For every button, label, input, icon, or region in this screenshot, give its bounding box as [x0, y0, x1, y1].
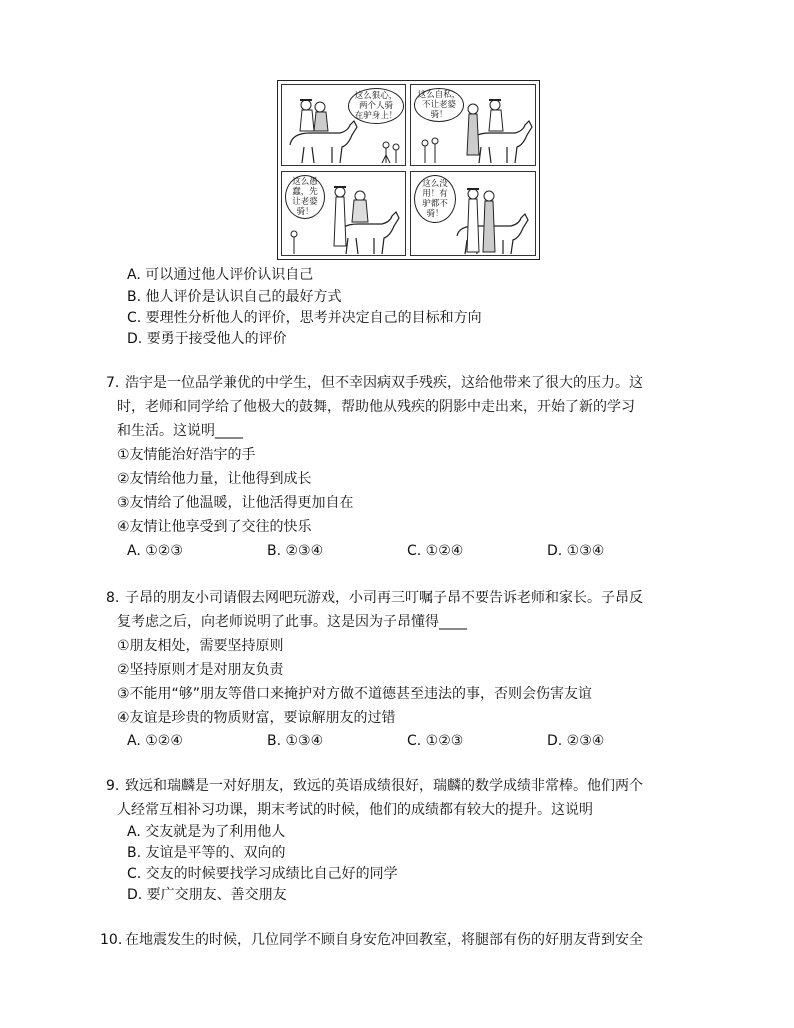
q7-item-2: ②友情给他力量，让他得到成长 — [117, 471, 312, 487]
q9-option-c: C. 交友的时候要找学习成绩比自己好的同学 — [127, 866, 398, 882]
q8-stem-line-2: 复考虑之后，向老师说明了此事。这是因为子昂懂得____ — [117, 614, 467, 630]
q8-item-1: ①朋友相处，需要坚持原则 — [117, 638, 284, 654]
speech-bubble-1: 这么狠心， 两个人骑 在驴身上！ — [348, 88, 404, 124]
q8-option-b: B. ①③④ — [267, 733, 324, 749]
comic-figure — [277, 80, 540, 260]
comic-panel-1 — [281, 84, 406, 166]
q8-option-a: A. ①②④ — [127, 733, 183, 749]
q7-item-3: ③友情给了他温暖，让他活得更加自在 — [117, 495, 354, 511]
q7-item-4: ④友情让他享受到了交往的快乐 — [117, 519, 312, 535]
q7-stem-line-2: 时，老师和同学给了他极大的鼓舞，帮助他从残疾的阴影中走出来，开始了新的学习 — [117, 399, 635, 415]
q9-option-a: A. 交友就是为了利用他人 — [127, 824, 286, 840]
q8-stem-line-1: 子昂的朋友小司请假去网吧玩游戏，小司再三叮嘱子昂不要告诉老师和家长。子昂反 — [125, 590, 643, 606]
q7-option-a: A. ①②③ — [127, 543, 183, 559]
comic-panel-4 — [410, 171, 536, 256]
speech-bubble-2: 这么自私， 不让老婆 骑！ — [414, 88, 464, 122]
q9-stem-line-2: 人经常互相补习功课，期末考试的时候，他们的成绩都有较大的提升。这说明 — [117, 802, 593, 818]
q8-option-c: C. ①②③ — [407, 733, 464, 749]
q7-item-1: ①友情能治好浩宇的手 — [117, 447, 256, 463]
comic-panel-3 — [281, 171, 406, 256]
q7-stem-line-1: 浩宇是一位品学兼优的中学生，但不幸因病双手残疾，这给他带来了很大的压力。这 — [125, 375, 643, 391]
q6-option-a: A. 可以通过他人评价认识自己 — [127, 267, 314, 283]
comic-panel-2 — [410, 84, 536, 166]
q6-option-d: D. 要勇于接受他人的评价 — [127, 331, 287, 347]
q10-stem-line-1: 在地震发生的时候，几位同学不顾自身安危冲回教室，将腿部有伤的好朋友背到安全 — [125, 932, 643, 948]
q9-number: 9. — [106, 778, 120, 794]
q6-option-b: B. 他人评价是认识自己的最好方式 — [127, 289, 342, 305]
q7-option-b: B. ②③④ — [267, 543, 324, 559]
q8-number: 8. — [106, 590, 120, 606]
speech-bubble-4: 这么没 用！有 驴都不 骑！ — [414, 175, 456, 223]
q8-item-3: ③不能用“够”朋友等借口来掩护对方做不道德甚至违法的事，否则会伤害友谊 — [117, 686, 593, 702]
q9-option-b: B. 友谊是平等的、双向的 — [127, 845, 286, 861]
q9-option-d: D. 要广交朋友、善交朋友 — [127, 887, 287, 903]
q9-stem-line-1: 致远和瑞麟是一对好朋友，致远的英语成绩很好，瑞麟的数学成绩非常棒。他们两个 — [125, 778, 643, 794]
q10-number: 10. — [100, 932, 123, 948]
q8-option-d: D. ②③④ — [547, 733, 605, 749]
q8-item-4: ④友谊是珍贵的物质财富，要谅解朋友的过错 — [117, 710, 396, 726]
q8-item-2: ②坚持原则才是对朋友负责 — [117, 662, 284, 678]
q7-stem-line-3: 和生活。这说明____ — [117, 423, 243, 439]
speech-bubble-3: 这么愚 蠢，先 让老婆 骑！ — [285, 175, 325, 219]
q7-number: 7. — [106, 375, 120, 391]
q7-option-d: D. ①③④ — [547, 543, 605, 559]
q6-option-c: C. 要理性分析他人的评价，思考并决定自己的目标和方向 — [127, 310, 482, 326]
q7-option-c: C. ①②④ — [407, 543, 464, 559]
